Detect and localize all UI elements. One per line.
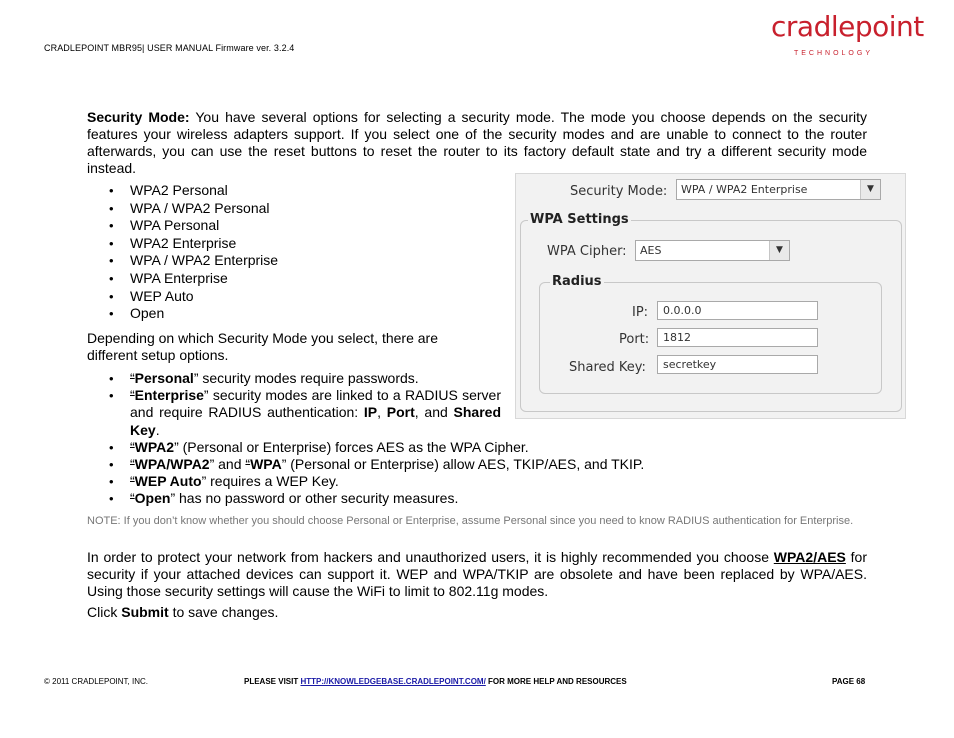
desc-text: ” security modes are linked to a RADIUS server and require RADIUS authentication: — [130, 387, 501, 421]
chevron-down-icon: ▼ — [860, 180, 880, 199]
list-item — [87, 456, 644, 473]
wpa2-aes-link[interactable]: WPA2/AES — [773, 549, 846, 565]
list-item: • WPA Enterprise — [87, 270, 278, 288]
desc-text: ” has no password or other security measures. — [170, 490, 459, 507]
protect-paragraph — [87, 549, 867, 600]
port-label: Port: — [619, 332, 650, 347]
term: Enterprise — [134, 387, 204, 404]
intro-lead: Security Mode: — [87, 109, 190, 125]
term: Shared Key — [130, 404, 501, 438]
manual-header: CRADLEPOINT MBR95| USER MANUAL Firmware ver. 3.2.4 — [44, 43, 295, 53]
desc-text: . — [155, 421, 160, 438]
click-text: Click — [87, 604, 122, 620]
knowledgebase-link[interactable]: HTTP://KNOWLEDGEBASE.CRADLEPOINT.COM/ — [300, 677, 486, 686]
click-submit-paragraph — [87, 604, 278, 621]
list-item — [87, 490, 644, 507]
term: Personal — [134, 370, 194, 386]
list-item: • Open — [87, 305, 278, 323]
list-item: • WPA2 Personal — [87, 182, 278, 200]
quote-mark: “ — [130, 370, 135, 386]
shared-key-input[interactable]: secretkey — [657, 355, 818, 374]
ip-label: IP: — [632, 305, 649, 320]
wpa-cipher-value: AES — [640, 244, 662, 257]
term: WPA2 — [134, 438, 175, 455]
port-input[interactable]: 1812 — [657, 328, 818, 347]
protect-text: In order to protect your network from hackers and unauthorized users, it is highly recommended you choose — [87, 549, 774, 565]
list-item: • WPA2 Enterprise — [87, 235, 278, 253]
depending-paragraph: Depending on which Security Mode you select, there are different setup options. — [87, 330, 438, 363]
term: Open — [134, 490, 171, 507]
list-item — [87, 387, 501, 439]
intro-text: You have several options for selecting a security mode. The mode you choose depends on the security features your wireless adapters support. If you select one of the security modes and are unable to connect to the router afterwards, you can use the reset buttons to reset the router to its factory default state and try a different security mode instead. — [87, 109, 867, 176]
intro-paragraph — [87, 109, 867, 177]
term: WEP Auto — [134, 473, 202, 490]
footer-visit — [244, 677, 627, 686]
radius-legend: Radius — [552, 274, 602, 289]
footer-text: FOR MORE HELP AND RESOURCES — [485, 677, 627, 686]
page-number: PAGE 68 — [832, 677, 866, 686]
note-paragraph: NOTE: If you don’t know whether you should choose Personal or Enterprise, assume Personal since you need to know RADIUS authentication for Enterprise. — [87, 515, 854, 527]
desc-text: ” and — [209, 456, 246, 473]
security-mode-value: WPA / WPA2 Enterprise — [681, 183, 808, 196]
desc-text: ” requires a WEP Key. — [201, 473, 339, 490]
cradlepoint-logo — [771, 10, 924, 57]
wpa-cipher-label: WPA Cipher: — [547, 244, 627, 259]
list-item — [87, 473, 644, 490]
quote-mark: “ — [130, 473, 135, 490]
desc-text: ” (Personal or Enterprise) allow AES, TKIP/AES, and TKIP. — [281, 456, 645, 473]
desc-text: ” (Personal or Enterprise) forces AES as the WPA Cipher. — [174, 438, 529, 455]
term: WPA — [250, 456, 282, 473]
list-item — [87, 439, 644, 456]
desc-text: ” security modes require passwords. — [193, 370, 419, 386]
logo-subtitle: TECHNOLOGY — [793, 50, 873, 57]
list-item: • WPA / WPA2 Personal — [87, 200, 278, 218]
security-mode-list — [87, 182, 278, 323]
quote-mark: “ — [130, 490, 135, 507]
ip-input[interactable]: 0.0.0.0 — [657, 301, 818, 320]
wpa-cipher-select[interactable] — [635, 240, 790, 261]
quote-mark: “ — [130, 438, 135, 455]
shared-key-label: Shared Key: — [569, 360, 646, 375]
submit-term: Submit — [121, 604, 169, 620]
list-item: • WPA / WPA2 Enterprise — [87, 252, 278, 270]
list-item: • WEP Auto — [87, 288, 278, 306]
security-mode-select[interactable] — [676, 179, 881, 200]
footer-copyright: © 2011 CRADLEPOINT, INC. — [44, 677, 148, 686]
security-settings-panel — [515, 173, 906, 419]
list-item — [87, 370, 501, 387]
term: Port — [386, 404, 415, 421]
term: IP — [363, 404, 378, 421]
quote-mark: “ — [245, 456, 251, 473]
desc-text: , — [377, 404, 387, 421]
quote-mark: “ — [130, 387, 135, 404]
protect-text: for security if your attached devices can support it. WEP and WPA/TKIP are obsolete and have been replaced by WPA/AES. Using those security settings will cause the WiFi to limit to 802.11g modes. — [87, 549, 867, 599]
term: WPA/WPA2 — [134, 456, 210, 473]
footer-text: PLEASE VISIT — [244, 677, 301, 686]
wpa-settings-legend: WPA Settings — [530, 212, 629, 227]
security-mode-label: Security Mode: — [570, 184, 668, 199]
click-text: to save changes. — [168, 604, 279, 620]
list-item: • WPA Personal — [87, 217, 278, 235]
chevron-down-icon: ▼ — [769, 241, 789, 260]
desc-text: , and — [414, 404, 454, 421]
quote-mark: “ — [130, 456, 135, 473]
logo-word: cradlepoint — [771, 10, 924, 43]
